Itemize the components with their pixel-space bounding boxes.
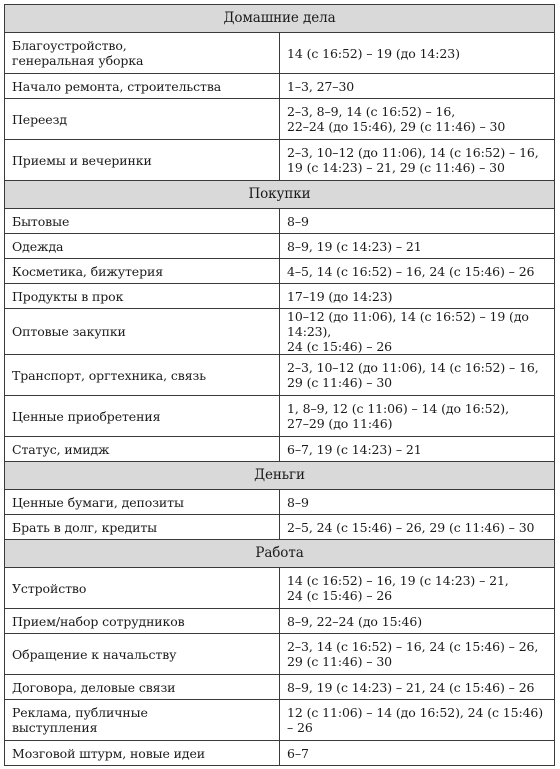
favorable-dates-line: 22–24 (до 15:46), 29 (с 11:46) – 30 — [287, 119, 506, 134]
table-row — [5, 675, 555, 700]
favorable-dates-line: 2–5, 24 (с 15:46) – 26, 29 (с 11:46) – 30 — [287, 519, 535, 535]
favorable-dates-line: 2–3, 10–12 (до 11:06), 14 (с 16:52) – 16, — [287, 145, 539, 160]
table-row — [5, 700, 555, 741]
table-row — [5, 634, 555, 675]
table-row — [5, 209, 555, 234]
activity-label — [5, 700, 280, 741]
table-row — [5, 396, 555, 437]
activity-label-line: Косметика, бижутерия — [12, 263, 164, 279]
section-title: Деньги — [5, 462, 555, 490]
activity-label — [5, 609, 280, 634]
table-row — [5, 437, 555, 462]
favorable-dates — [280, 99, 555, 140]
activity-label-line: Договора, деловые связи — [12, 679, 176, 695]
activity-label — [5, 33, 280, 74]
schedule-table — [4, 4, 555, 766]
activity-label-line: Устройство — [12, 580, 87, 596]
favorable-dates-line: 14 (с 16:52) – 16, 19 (с 14:23) – 21, — [287, 573, 509, 588]
favorable-dates — [280, 437, 555, 462]
schedule-table-container — [4, 4, 555, 766]
favorable-dates — [280, 568, 555, 609]
favorable-dates-line: 2–3, 14 (с 16:52) – 16, 24 (с 15:46) – 26, — [287, 639, 539, 654]
table-row — [5, 284, 555, 309]
section-header — [5, 5, 555, 33]
activity-label-line: Переезд — [12, 111, 67, 127]
favorable-dates-line: 19 (с 14:23) – 21, 29 (с 11:46) – 30 — [287, 160, 505, 175]
favorable-dates-line: 14 (с 16:52) – 19 (до 14:23) — [287, 45, 460, 61]
favorable-dates — [280, 355, 555, 396]
table-row — [5, 99, 555, 140]
section-title: Работа — [5, 540, 555, 568]
section-header — [5, 181, 555, 209]
favorable-dates-line: 8–9 — [287, 494, 309, 510]
favorable-dates-line: 8–9, 19 (с 14:23) – 21 — [287, 238, 422, 254]
favorable-dates — [280, 609, 555, 634]
activity-label-line: Начало ремонта, строительства — [12, 78, 222, 94]
favorable-dates — [280, 309, 555, 355]
table-row — [5, 490, 555, 515]
activity-label — [5, 437, 280, 462]
table-row — [5, 140, 555, 181]
activity-label-line: Ценные приобретения — [12, 408, 161, 424]
activity-label-line: Прием/набор сотрудников — [12, 613, 185, 629]
favorable-dates — [280, 396, 555, 437]
favorable-dates-line: 1–3, 27–30 — [287, 78, 355, 94]
table-row — [5, 568, 555, 609]
favorable-dates — [280, 284, 555, 309]
table-row — [5, 309, 555, 355]
favorable-dates — [280, 74, 555, 99]
activity-label — [5, 309, 280, 355]
favorable-dates-line: 2–3, 8–9, 14 (с 16:52) – 16, — [287, 104, 456, 119]
favorable-dates-line: 24 (с 15:46) – 26 — [287, 588, 393, 603]
favorable-dates — [280, 675, 555, 700]
activity-label-line: выступления — [12, 720, 98, 735]
table-row — [5, 234, 555, 259]
activity-label-line: Благоустройство, — [12, 38, 127, 53]
activity-label — [5, 515, 280, 540]
activity-label-line: Одежда — [12, 238, 64, 254]
favorable-dates-line: 1, 8–9, 12 (с 11:06) – 14 (до 16:52), — [287, 401, 509, 416]
activity-label — [5, 490, 280, 515]
favorable-dates-line: 2–3, 10–12 (до 11:06), 14 (с 16:52) – 16, — [287, 360, 539, 375]
activity-label — [5, 74, 280, 99]
favorable-dates — [280, 259, 555, 284]
activity-label — [5, 355, 280, 396]
activity-label-line: Статус, имидж — [12, 441, 110, 457]
favorable-dates-line: 6–7, 19 (с 14:23) – 21 — [287, 441, 422, 457]
section-title: Покупки — [5, 181, 555, 209]
activity-label-line: Транспорт, оргтехника, связь — [12, 367, 206, 383]
favorable-dates-line: 8–9 — [287, 213, 309, 229]
activity-label — [5, 634, 280, 675]
table-row — [5, 259, 555, 284]
table-row — [5, 74, 555, 99]
activity-label — [5, 209, 280, 234]
activity-label — [5, 284, 280, 309]
favorable-dates-line: 4–5, 14 (с 16:52) – 16, 24 (с 15:46) – 26 — [287, 263, 535, 279]
table-row — [5, 33, 555, 74]
activity-label — [5, 675, 280, 700]
favorable-dates-line: 24 (с 15:46) – 26 — [287, 339, 393, 354]
section-header — [5, 540, 555, 568]
favorable-dates-line: 27–29 (до 11:46) — [287, 416, 393, 431]
activity-label — [5, 568, 280, 609]
table-row — [5, 515, 555, 540]
activity-label-line: Брать в долг, кредиты — [12, 519, 158, 535]
favorable-dates — [280, 741, 555, 766]
favorable-dates — [280, 700, 555, 741]
activity-label-line: Бытовые — [12, 213, 70, 229]
table-row — [5, 355, 555, 396]
section-header — [5, 462, 555, 490]
table-row — [5, 741, 555, 766]
favorable-dates — [280, 140, 555, 181]
activity-label — [5, 234, 280, 259]
favorable-dates — [280, 490, 555, 515]
activity-label — [5, 741, 280, 766]
favorable-dates-line: 6–7 — [287, 745, 309, 761]
activity-label — [5, 396, 280, 437]
schedule-table-body — [5, 5, 555, 766]
activity-label-line: Мозговой штурм, новые идеи — [12, 745, 206, 761]
favorable-dates-line: 17–19 (до 14:23) — [287, 288, 393, 304]
section-title: Домашние дела — [5, 5, 555, 33]
activity-label-line: Ценные бумаги, депозиты — [12, 494, 184, 510]
table-row — [5, 609, 555, 634]
favorable-dates-line: 29 (с 11:46) – 30 — [287, 375, 393, 390]
favorable-dates-line: 29 (с 11:46) – 30 — [287, 654, 393, 669]
favorable-dates — [280, 515, 555, 540]
activity-label-line: Реклама, публичные — [12, 705, 148, 720]
favorable-dates-line: 8–9, 19 (с 14:23) – 21, 24 (с 15:46) – 26 — [287, 679, 535, 695]
favorable-dates — [280, 33, 555, 74]
activity-label-line: Обращение к начальству — [12, 646, 177, 662]
favorable-dates — [280, 209, 555, 234]
activity-label — [5, 140, 280, 181]
favorable-dates — [280, 234, 555, 259]
favorable-dates-line: 12 (с 11:06) – 14 (до 16:52), 24 (с 15:46) – 26 — [287, 705, 544, 735]
favorable-dates-line: 8–9, 22–24 (до 15:46) — [287, 613, 423, 629]
favorable-dates — [280, 634, 555, 675]
activity-label-line: Приемы и вечеринки — [12, 152, 152, 168]
activity-label-line: Продукты в прок — [12, 288, 124, 304]
activity-label-line: Оптовые закупки — [12, 324, 126, 339]
activity-label — [5, 99, 280, 140]
favorable-dates-line: 10–12 (до 11:06), 14 (с 16:52) – 19 (до 14:23), — [287, 309, 529, 339]
activity-label — [5, 259, 280, 284]
activity-label-line: генеральная уборка — [12, 53, 144, 68]
